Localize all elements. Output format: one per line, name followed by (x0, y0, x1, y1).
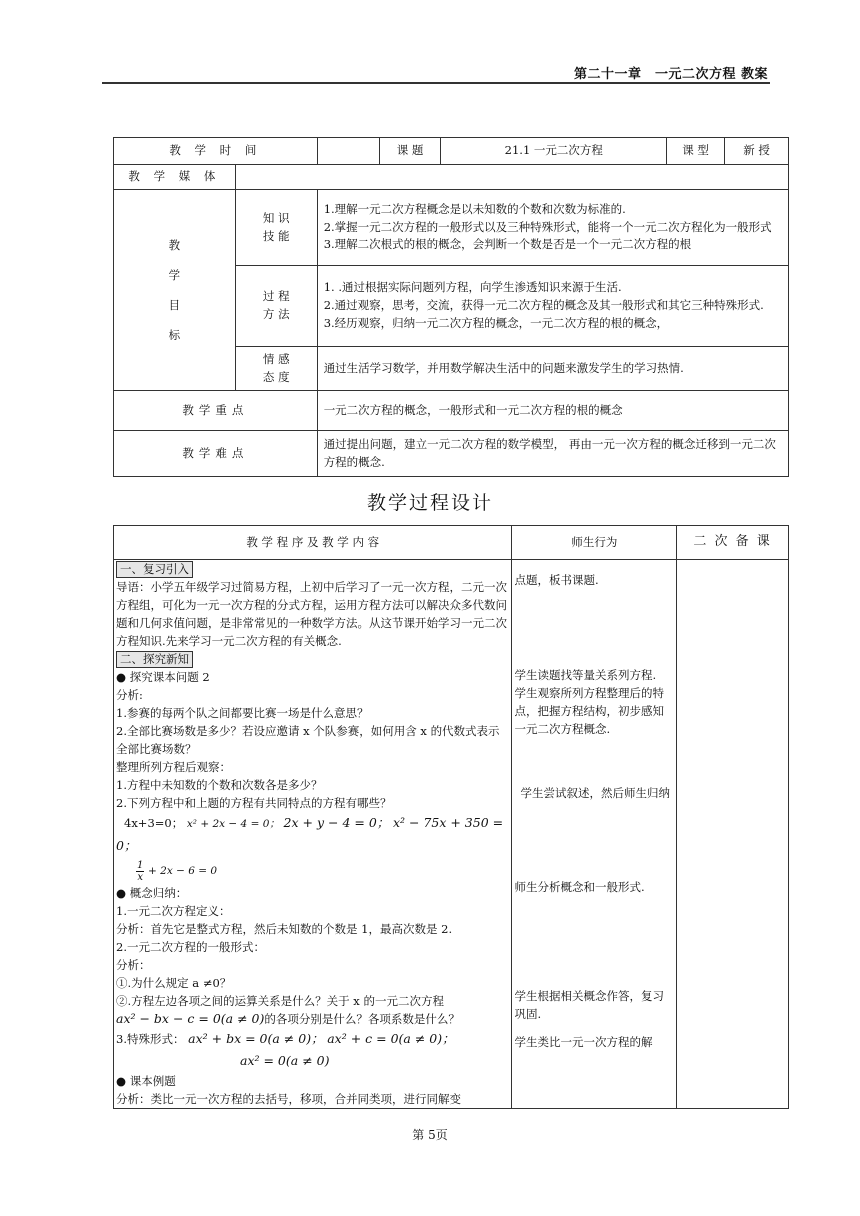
concept-2: 2.一元二次方程的一般形式： (116, 940, 265, 954)
knowledge-label-line: 技 能 (262, 228, 290, 243)
special-forms-line (116, 1028, 509, 1050)
intro-text: 导语：小学五年级学习过简易方程，上初中后学习了一元一次方程，二元一次方程组，可化为一元一次方程的分式方程，运用方程方法可以解决众多代数问题和几何求值问题，是非常常见的一种数学方法。从这节课开始学习一元二次方程知识.先来学习一元二次方程的有关概念. (116, 580, 507, 648)
special-forms-label: 3.特殊形式： (116, 1032, 185, 1046)
actions-cell (512, 560, 677, 1109)
concept-2-analysis: 分析： (116, 958, 151, 972)
concept-1-analysis: 分析：首先它是整式方程，然后未知数的个数是 1，最高次数是 2. (116, 922, 453, 936)
section-explore-title: 二、探究新知 (116, 651, 193, 668)
equation: + 2x − 6 = 0 (148, 865, 218, 877)
goal-char: 标 (168, 328, 181, 342)
action-item: 点题，板书课题. (514, 573, 599, 587)
example-title: ● 课本例题 (116, 1074, 176, 1088)
topic-label: 课 题 (379, 138, 441, 165)
topic-value: 21.1 一元二次方程 (441, 138, 667, 165)
equation-line-1 (116, 812, 509, 857)
action-item: 学生类比一元一次方程的解 (514, 1035, 653, 1049)
goal-char: 教 (168, 238, 181, 252)
example-text: 分析：类比一元一次方程的去括号，移项，合并同类项，进行同解变 (116, 1092, 461, 1106)
notes-cell (677, 560, 789, 1109)
fraction-numerator: 1 (137, 859, 144, 871)
emotion-label-line: 情 感 (262, 351, 290, 366)
special-form-equation: ax² + c = 0(a ≠ 0)； (327, 1031, 455, 1046)
media-value (235, 165, 788, 190)
equation: x² + 2x − 4 = 0； (186, 818, 280, 830)
col-header-notes: 二 次 备 课 (677, 526, 789, 560)
header-text: 第二十一章 一元二次方程 教案 (573, 67, 768, 82)
action-item: 师生分析概念和一般形式. (514, 880, 645, 894)
knowledge-label-line: 知 识 (262, 210, 290, 225)
general-form-equation: ax² − bx − c = 0(a ≠ 0) (116, 1011, 265, 1026)
knowledge-label (235, 190, 317, 266)
design-title: 教学过程设计 (366, 492, 493, 514)
process-label-line: 过 程 (262, 289, 290, 304)
time-value (317, 138, 379, 165)
process-item: 2.通过观察，思考，交流，获得一元二次方程的概念及其一般形式和其它三种特殊形式. (323, 298, 764, 313)
explore-title: ● 探究课本问题 2 (116, 670, 210, 684)
lesson-info-table (113, 137, 789, 477)
concept-2-q2a: ②.方程左边各项之间的运算关系是什么？关于 x 的一元二次方程 (116, 994, 444, 1008)
section-review-title: 一、复习引入 (116, 561, 193, 578)
difficult-text: 通过提出问题，建立一元二次方程的数学模型， 再由一元一次方程的概念迁移到一元二次方程的概念. (317, 431, 788, 477)
time-label: 教 学 时 间 (114, 138, 318, 165)
concept-title: ● 概念归纳： (116, 886, 188, 900)
type-value: 新 授 (725, 138, 789, 165)
emotion-label-line: 态 度 (262, 369, 290, 384)
goal-char: 学 (168, 268, 181, 282)
media-label: 教 学 媒 体 (114, 165, 236, 190)
knowledge-item: 2.掌握一元二次方程的一般形式以及三种特殊形式，能将一个一元二次方程化为一般形式 (323, 219, 772, 234)
equation: 4x+3=0； (124, 816, 184, 830)
question-1: 1.参赛的每两个队之间都要比赛一场是什么意思？ (116, 706, 369, 720)
goal-label (114, 190, 236, 391)
process-item: 3.经历观察，归纳一元二次方程的概念，一元二次方程的根的概念， (323, 315, 669, 330)
concept-1: 1.一元二次方程定义： (116, 904, 231, 918)
observe-2: 2.下列方程中和上题的方程有共同特点的方程有哪些？ (116, 796, 392, 810)
emotion-label (235, 347, 317, 391)
col-header-actions: 师生行为 (512, 526, 677, 560)
action-item: 学生根据相关概念作答，复习巩固. (514, 989, 664, 1021)
page-header (102, 60, 770, 84)
process-item: 1. .通过根据实际问题列方程，向学生渗透知识来源于生活. (323, 280, 622, 295)
question-2: 2.全部比赛场数是多少？若设应邀请 x 个队参赛，如何用含 x 的代数式表示全部比赛场数？ (116, 724, 500, 756)
equation: 2x + y − 4 = 0； (283, 815, 390, 830)
equation: x² − 75x + 350 = 0； (116, 815, 504, 853)
action-item: 学生读题找等量关系列方程. (514, 668, 657, 682)
process-table (113, 525, 789, 1109)
equation-line-2 (136, 857, 509, 884)
page-number: 第 5页 (412, 1128, 448, 1142)
content-cell (114, 560, 512, 1109)
process-items (317, 266, 788, 347)
observe-1: 1.方程中未知数的个数和次数各是多少？ (116, 778, 323, 792)
difficult-label: 教学难点 (114, 431, 318, 477)
observe-label: 整理所列方程后观察： (116, 760, 231, 774)
analysis-label: 分析: (116, 688, 143, 702)
concept-2-q2-line (116, 1010, 509, 1028)
special-form-equation: ax² = 0(a ≠ 0) (240, 1053, 330, 1068)
fraction (136, 860, 144, 883)
action-item: 学生观察所列方程整理后的特点，把握方程结构，初步感知一元二次方程概念. (514, 686, 664, 736)
action-item: 学生尝试叙述，然后师生归纳 (520, 786, 670, 800)
special-form-equation: ax² + bx = 0(a ≠ 0)； (188, 1031, 324, 1046)
type-label: 课 型 (667, 138, 725, 165)
emotion-text: 通过生活学习数学，并用数学解决生活中的问题来激发学生的学习热情. (317, 347, 788, 391)
concept-2-q1: ①.为什么规定 a ≠0？ (116, 976, 232, 990)
special-forms-line-2 (116, 1050, 509, 1072)
knowledge-item: 1.理解一元二次方程概念是以未知数的个数和次数为标准的. (323, 201, 626, 216)
concept-2-q2c: 的各项分别是什么？各项系数是什么？ (264, 1012, 460, 1026)
key-text: 一元二次方程的概念，一般形式和一元二次方程的根的概念 (317, 391, 788, 431)
knowledge-items (317, 190, 788, 266)
fraction-denominator: x (137, 871, 143, 883)
knowledge-item: 3.理解二次根式的根的概念，会判断一个数是否是一个一元二次方程的根 (323, 237, 692, 252)
goal-char: 目 (168, 298, 181, 312)
process-label (235, 266, 317, 347)
col-header-content: 教 学 程 序 及 教 学 内 容 (114, 526, 512, 560)
key-label: 教学重点 (114, 391, 318, 431)
process-label-line: 方 法 (262, 307, 290, 321)
